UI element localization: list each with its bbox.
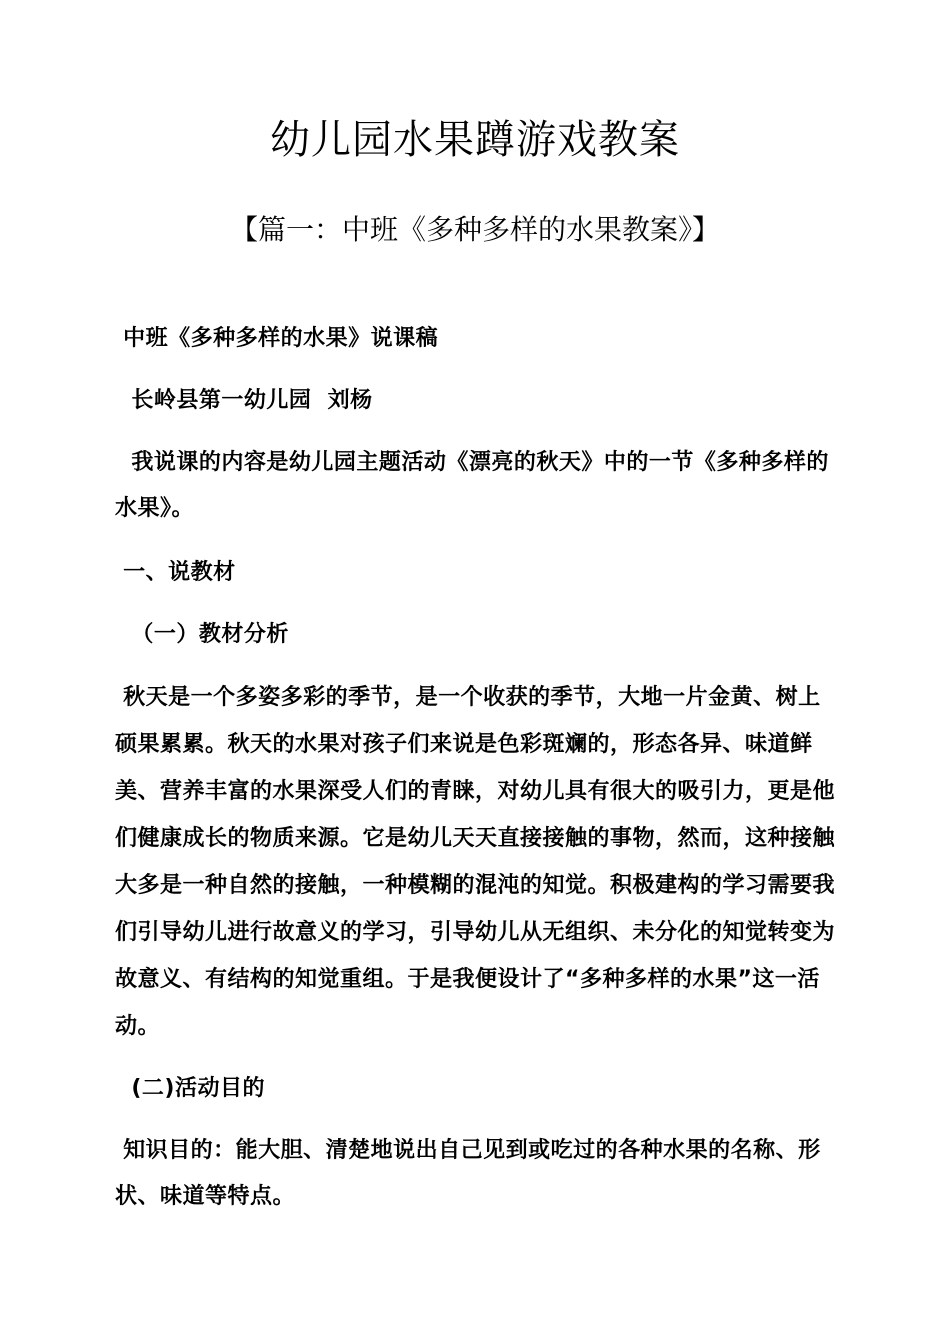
talk-heading: 中班《多种多样的水果》说课稿 [115,326,439,351]
section-heading-teaching-material: 一、说教材 [115,560,236,585]
document-subtitle: 【篇一：中班《多种多样的水果教案》】 [229,213,720,246]
knowledge-goal-paragraph: 知识目的：能大胆、清楚地说出自己见到或吃过的各种水果的名称、形状、味道等特点。 [115,1138,821,1209]
subsection-heading-analysis: （一）教材分析 [115,622,289,647]
analysis-paragraph: 秋天是一个多姿多彩的季节，是一个收获的季节，大地一片金黄、树上硕果累累。秋天的水果对孩子们来说是色彩斑斓的，形态各异、味道鲜美、营养丰富的水果深受人们的青睐，对幼儿具有很大的吸引力，更是他们健康成长的物质来源。它是幼儿天天直接接触的事物，然而，这种接触大多是一种自然的接触，一种模糊的混沌的知觉。积极建构的学习需要我们引导幼儿进行故意义的学习，引导幼儿从无组织、未分化的知觉转变为故意义、有结构的知觉重组。于是我便设计了“多种多样的水果”这一活动。 [115,685,836,1039]
subsection-heading-goals: (二)活动目的 [115,1076,265,1101]
author-line: 长岭县第一幼儿园 刘杨 [115,388,373,413]
document-title: 幼儿园水果蹲游戏教案 [270,117,680,163]
intro-paragraph: 我说课的内容是幼儿园主题活动《漂亮的秋天》中的一节《多种多样的水果》。 [115,450,829,521]
